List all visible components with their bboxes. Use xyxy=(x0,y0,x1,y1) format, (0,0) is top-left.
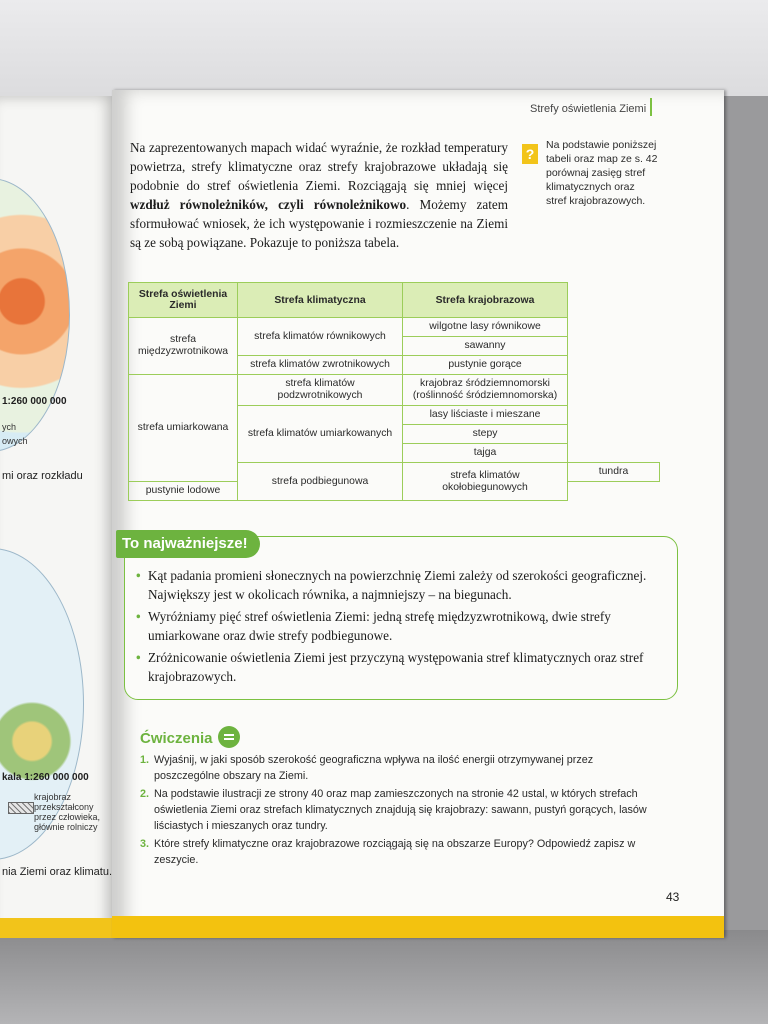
intro-text-2: . Możemy zatem sformułować wniosek, że ich występowanie i rozmieszczenie na Ziemi są ze sobą powiązane. Pokazuje to poniższa tabela. xyxy=(130,197,508,250)
list-item: • Wyróżniamy pięć stref oświetlenia Ziemi: jedną strefę międzyzwrotnikową, dwie strefy umiarkowane oraz dwie strefy podbiegunowe. xyxy=(136,607,666,645)
landscape-zone-cell: pustynie lodowe xyxy=(129,482,238,501)
exercise-number: 2. xyxy=(140,788,150,800)
exercise-number: 1. xyxy=(140,754,150,766)
textbook-page xyxy=(112,90,724,938)
landscape-line: krajobraz śródziemnomorski xyxy=(420,378,550,389)
climate-zone-cell: strefa klimatów zwrotnikowych xyxy=(238,356,403,375)
landscape-zone-cell xyxy=(403,375,568,406)
running-title-bar xyxy=(650,98,652,116)
map-caption-1: mi oraz rozkładu xyxy=(2,470,83,482)
intro-text-1: Na zaprezentowanych mapach widać wyraźnie, że rozkład temperatury powietrza, strefy klimatyczne oraz strefy krajobrazowe układają się podobnie do stref oświetlenia Ziemi. Rozciągają się mniej więcej xyxy=(130,140,508,193)
legend-line-4: głównie rolniczy xyxy=(34,822,98,832)
illumination-zone-cell: strefa międzyzwrotnikowa xyxy=(129,318,238,375)
climate-zone-cell: strefa klimatów umiarkowanych xyxy=(238,406,403,463)
list-item xyxy=(140,786,650,834)
landscape-zone-cell: tajga xyxy=(403,444,568,463)
climate-zone-cell: strefa klimatów okołobiegunowych xyxy=(403,463,568,501)
table-row xyxy=(129,375,660,406)
landscape-zone-cell: stepy xyxy=(403,425,568,444)
illumination-zone-cell: strefa podbiegunowa xyxy=(238,463,403,501)
list-item: • Kąt padania promieni słonecznych na powierzchnię Ziemi zależy od szerokości geograficznej. Największy jest w okolicach równika, a najmniejszy – na biegunach. xyxy=(136,566,666,604)
scan-background-bottom xyxy=(0,930,768,1024)
page-number: 43 xyxy=(666,890,680,904)
map-scale-2: kala 1:260 000 000 xyxy=(2,772,89,783)
landscape-line: (roślinność śródziemnomorska) xyxy=(412,390,558,401)
legend-line-2: przekształcony xyxy=(34,802,94,812)
legend-line-3: przez człowieka, xyxy=(34,812,101,822)
climate-zone-cell: strefa klimatów równikowych xyxy=(238,318,403,356)
temperature-map-globe xyxy=(0,178,70,452)
exercise-text: Które strefy klimatyczne oraz krajobrazowe rozciągają się na obszarze Europy? Odpowiedź zapisz w zeszycie. xyxy=(154,838,636,866)
landscape-zone-cell: pustynie gorące xyxy=(403,356,568,375)
table-header-cell: Strefa klimatyczna xyxy=(238,283,403,318)
list-item: • Zróżnicowanie oświetlenia Ziemi jest przyczyną występowania stref klimatycznych oraz stref krajobrazowych. xyxy=(136,648,666,686)
aside-task: Na podstawie poniższej tabeli oraz map ze s. 42 porównaj zasięg stref klimatycznych oraz stref krajobrazowych. xyxy=(546,139,658,207)
key-points-title: To najważniejsze! xyxy=(116,530,260,558)
intro-paragraph xyxy=(130,138,508,252)
question-icon: ? xyxy=(522,144,538,164)
scan-background-top xyxy=(0,0,768,96)
landscape-zone-cell: sawanny xyxy=(403,337,568,356)
landscape-zone-cell: wilgotne lasy równikowe xyxy=(403,318,568,337)
intro-bold: wzdłuż równoleżników, czyli równoleżnikowo xyxy=(130,197,407,212)
running-title: Strefy oświetlenia Ziemi xyxy=(530,103,647,115)
list-item xyxy=(140,836,650,868)
exercise-number: 3. xyxy=(140,838,150,850)
table-header-cell: Strefa oświetlenia Ziemi xyxy=(129,283,238,318)
table-header-row xyxy=(129,283,660,318)
landscape-zone-cell: tundra xyxy=(568,463,660,482)
exercises-list xyxy=(140,752,650,870)
legend-line-1: krajobraz xyxy=(34,792,72,802)
page-stripe xyxy=(112,916,724,938)
exercise-text: Wyjaśnij, w jaki sposób szerokość geograficzna wpływa na ilość energii otrzymywanej przez poszczególne obszary na Ziemi. xyxy=(154,754,594,782)
table-row xyxy=(129,318,660,337)
exercises-title: Ćwiczenia xyxy=(140,730,213,747)
map-scale-1: 1:260 000 000 xyxy=(2,396,67,407)
key-points-list xyxy=(136,566,666,689)
speech-bubble-icon xyxy=(218,726,240,748)
climate-zone-cell: strefa klimatów podzwrotnikowych xyxy=(238,375,403,406)
landscape-zone-cell: lasy liściaste i mieszane xyxy=(403,406,568,425)
exercise-text: Na podstawie ilustracji ze strony 40 oraz map zamieszczonych na stronie 42 ustal, w których strefach oświetlenia Ziemi oraz strefach klimatycznych znajdują się krajobrazy: sawann, pustyń gorących, lasów liściastych i mieszanych oraz tundry. xyxy=(154,788,647,832)
legend-swatch-icon xyxy=(8,802,34,814)
list-item xyxy=(140,752,650,784)
legend-fragment-2: owych xyxy=(2,436,28,446)
zones-table xyxy=(128,282,660,501)
page-stripe-left xyxy=(0,918,118,938)
illumination-zone-cell: strefa umiarkowana xyxy=(129,375,238,482)
table-header-cell: Strefa krajobrazowa xyxy=(403,283,568,318)
map-caption-2: nia Ziemi oraz klimatu. xyxy=(2,866,113,878)
previous-page xyxy=(0,96,118,938)
legend-fragment-1: ych xyxy=(2,422,17,432)
